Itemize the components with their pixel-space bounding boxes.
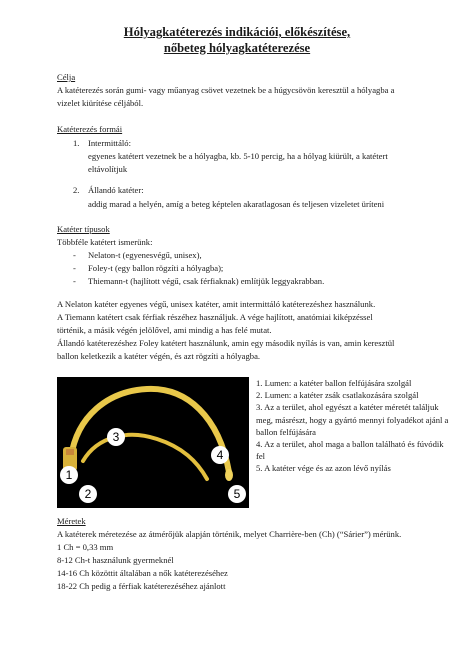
section-heading-formai: Katéterezés formái: [57, 124, 123, 134]
legend-item: 1. Lumen: a katéter ballon felfújására szolgál: [256, 378, 412, 388]
form-item-title: Állandó katéter:: [88, 185, 144, 195]
list-number: 1.: [73, 138, 80, 148]
legend-item: 5. A katéter vége és az azon lévő nyílás: [256, 463, 391, 474]
photo-label-4: [211, 446, 229, 464]
paragraph-line: Állandó katéterezéshez Foley katétert használunk, amin egy második nyílás is van, amin keresztül: [57, 338, 395, 348]
list-item: Foley-t (egy ballon rögzíti a hólyagba);: [88, 263, 224, 273]
svg-text:3: 3: [112, 430, 120, 444]
form-item-text-line-2: eltávolítjuk: [88, 164, 128, 174]
svg-text:5: 5: [233, 487, 241, 501]
celja-text-line-1: A katéterezés során gumi- vagy műanyag csövet vezetnek be a húgycsövön keresztül a hólyagba a: [57, 85, 395, 95]
paragraph-line: A Nelaton katéter egyenes végű, unisex katéter, amit intermittáló katéterezéshez használunk.: [57, 299, 376, 309]
section-heading-meretek: Méretek: [57, 516, 86, 526]
celja-text-line-2: vizelet kiürítése céljából.: [57, 98, 144, 108]
bullet-dash: -: [73, 250, 76, 260]
meretek-line: 8-12 Ch-t használunk gyermeknél: [57, 555, 174, 565]
meretek-line: 1 Ch = 0,33 mm: [57, 542, 114, 552]
tipusok-intro: Többféle katétert ismerünk:: [57, 237, 153, 247]
meretek-line: 18-22 Ch pedig a férfiak katéterezéséhez ajánlott: [57, 581, 226, 591]
photo-label-5: [228, 485, 246, 503]
document-title-line-2: nőbeteg hólyagkatéterezése: [163, 41, 311, 55]
list-number: 2.: [73, 185, 80, 195]
catheter-photo: [57, 377, 249, 508]
section-heading-celja: Célja: [57, 72, 76, 82]
svg-text:1: 1: [65, 468, 73, 482]
legend-item: 4. Az a terület, ahol maga a ballon található és fúvódik fel: [256, 439, 444, 462]
form-item-text-line-1: addig marad a helyén, amíg a beteg képtelen akaratlagosan és teljesen vizeletet üríteni: [88, 199, 385, 209]
svg-text:2: 2: [84, 487, 92, 501]
paragraph-line: történik, a másik végén jelölővel, ami mindig a has felé mutat.: [57, 325, 272, 335]
paragraph-line: ballon keletkezik a katéter végén, és azt rögzíti a hólyagba.: [57, 351, 261, 361]
legend-item: 3. Az a terület, ahol egyészt a katéter méretét találjuk meg, másrészt, hogy a gyártó mennyi folyadékot ajánl a ballon felfújására: [256, 402, 449, 437]
bullet-dash: -: [73, 263, 76, 273]
meretek-line: 14-16 Ch közöttit általában a nők katéterezéséhez: [57, 568, 228, 578]
photo-legend: [256, 377, 452, 475]
list-item: Nelaton-t (egyenesvégű, unisex),: [88, 250, 202, 260]
list-item: Thiemann-t (hajlított végű, csak férfiaknak) említjük leggyakrabban.: [88, 276, 325, 286]
document-title-line-1: Hólyagkatéterezés indikációi, előkészítése,: [123, 25, 351, 39]
legend-item: 2. Lumen: a katéter zsák csatlakozására szolgál: [256, 390, 419, 401]
section-heading-tipusok: Katéter típusok: [57, 224, 110, 234]
form-item-title: Intermittáló:: [88, 138, 131, 148]
catheter-illustration: [57, 377, 249, 508]
photo-label-1: [60, 466, 78, 484]
paragraph-line: A Tiemann katétert csak férfiak részéhez használjuk. A vége hajlított, anatómiai kiképzéssel: [57, 312, 373, 322]
form-item-text-line-1: egyenes katétert vezetnek be a hólyagba, kb. 5-10 percig, ha a hólyag kiürült, a katétert: [88, 151, 388, 161]
svg-text:4: 4: [216, 448, 224, 462]
photo-label-3: [107, 428, 125, 446]
bullet-dash: -: [73, 276, 76, 286]
meretek-line: A katéterek méretezése az átmérőjük alapján történik, melyet Charrière-ben (Ch) (“Sárier”) mérünk.: [57, 529, 402, 539]
photo-label-2: [79, 485, 97, 503]
